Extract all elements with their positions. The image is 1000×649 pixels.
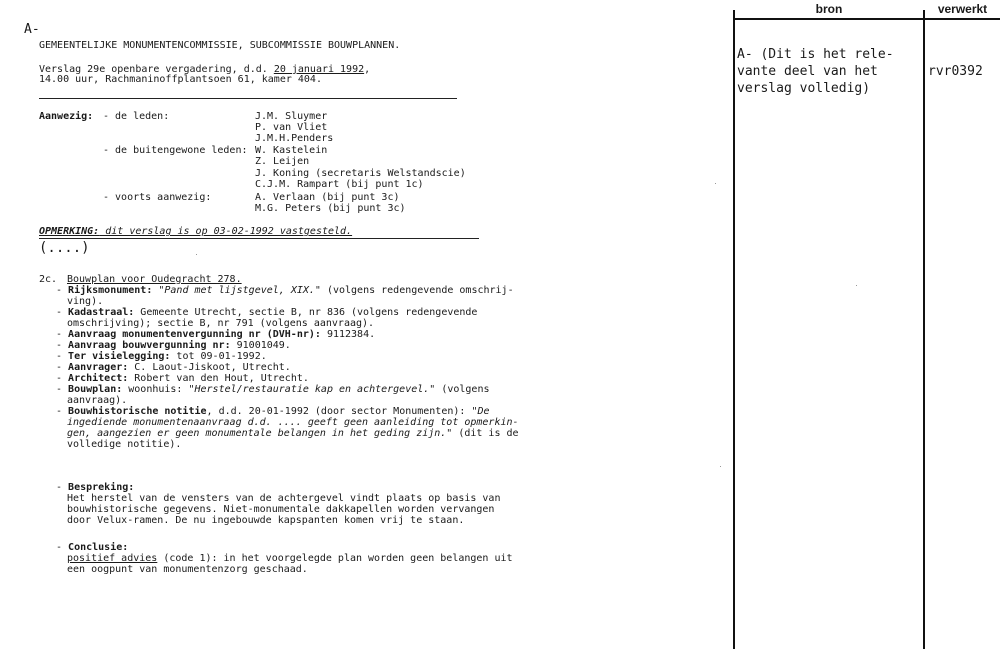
bullet-dash: -	[56, 373, 69, 384]
also-present-label: - voorts aanwezig:	[103, 192, 212, 203]
detail-value: 91001049.	[230, 340, 291, 351]
bron-note	[737, 29, 894, 97]
detail-label: Ter visielegging:	[68, 351, 171, 362]
detail-value: gen, aangezien er geen monumentale belangen in het geding zijn."	[67, 428, 453, 439]
attendee-name: J. Koning (secretaris Welstandscie)	[255, 168, 466, 179]
detail-item	[56, 351, 267, 362]
bron-line: verslag volledig)	[737, 81, 871, 96]
detail-continuation: aanvraag).	[67, 395, 128, 406]
attendee-name: Z. Leijen	[255, 156, 310, 167]
detail-value: 9112384.	[320, 329, 376, 340]
attendee-name: P. van Vliet	[255, 122, 328, 133]
detail-value: (dit is de	[452, 428, 519, 439]
attendee-name: C.J.M. Rampart (bij punt 1c)	[255, 179, 424, 190]
detail-item	[56, 329, 375, 340]
detail-value: (volgens redengevende omschrij-	[320, 285, 514, 296]
detail-item	[56, 362, 291, 373]
detail-label: Kadastraal:	[68, 307, 135, 318]
verwerkt-header: verwerkt	[937, 2, 988, 16]
detail-value: woonhuis:	[122, 384, 189, 395]
detail-value: , d.d. 20-01-1992 (door sector Monumenten):	[206, 406, 472, 417]
members-label: - de leden:	[103, 111, 170, 122]
bullet-dash: -	[56, 285, 69, 296]
detail-continuation	[67, 428, 519, 439]
discussion-label: Bespreking:	[68, 482, 135, 493]
detail-value: (volgens	[435, 384, 490, 395]
conclusion-line-2: een oogpunt van monumentenzorg geschaad.	[67, 564, 308, 575]
conclusion-rest: (code 1): in het voorgelegde plan worden geen belangen uit	[157, 553, 513, 564]
detail-item	[56, 406, 490, 417]
detail-label: Aanvraag bouwvergunning nr:	[68, 340, 231, 351]
item-number: 2c.	[39, 274, 58, 285]
detail-value: "Pand met lijstgevel, XIX."	[158, 285, 321, 296]
bullet-dash: -	[56, 351, 69, 362]
meeting-suffix: ,	[364, 64, 371, 75]
detail-item	[56, 373, 309, 384]
detail-label: Architect:	[68, 373, 129, 384]
discussion-line: door Velux-ramen. De nu ingebouwde kapspanten komen vrij te staan.	[67, 515, 465, 526]
bullet-dash: -	[56, 329, 69, 340]
detail-item	[56, 285, 514, 296]
detail-value: C. Laout-Jiskoot, Utrecht.	[128, 362, 291, 373]
conclusion-heading: - Conclusie:	[56, 542, 129, 553]
detail-value: Gemeente Utrecht, sectie B, nr 836 (volgens redengevende	[134, 307, 478, 318]
meeting-line-2: 14.00 uur, Rachmaninoffplantsoen 61, kamer 404.	[39, 74, 322, 85]
discussion-heading: - Bespreking:	[56, 482, 135, 493]
conclusion-label: Conclusie:	[68, 542, 129, 553]
detail-value: "Herstel/restauratie kap en achtergevel."	[188, 384, 436, 395]
attendee-name: A. Verlaan (bij punt 3c)	[255, 192, 400, 203]
detail-label: Aanvrager:	[68, 362, 129, 373]
scan-speck	[720, 466, 721, 467]
verwerkt-code: rvr0392	[928, 64, 983, 79]
detail-continuation: ving).	[67, 296, 104, 307]
meeting-date: 20 januari 1992	[273, 64, 365, 75]
section-marker: A-	[24, 22, 40, 37]
item-title: Bouwplan voor Oudegracht 278.	[67, 274, 242, 285]
attendee-name: M.G. Peters (bij punt 3c)	[255, 203, 406, 214]
discussion-line: bouwhistorische gegevens. Niet-monumentale dakkapellen worden vervangen	[67, 504, 495, 515]
attendee-name: J.M.H.Penders	[255, 133, 334, 144]
bullet-dash: -	[56, 384, 69, 395]
remark-label: OPMERKING:	[39, 226, 100, 237]
detail-item	[56, 384, 490, 395]
detail-item	[56, 307, 477, 318]
detail-label: Bouwhistorische notitie	[68, 406, 207, 417]
detail-value: Robert van den Hout, Utrecht.	[128, 373, 309, 384]
remark-rule	[39, 238, 479, 239]
attendee-name: J.M. Sluymer	[255, 111, 328, 122]
remark-text: dit verslag is op 03-02-1992 vastgesteld.	[99, 226, 353, 237]
column-divider	[923, 10, 925, 649]
remark-line	[39, 226, 352, 237]
conclusion-line-1	[67, 553, 513, 564]
detail-continuation: ingediende monumentenaanvraag d.d. .... geeft geen aanleiding tot opmerkin-	[67, 417, 519, 428]
scan-speck	[856, 285, 857, 286]
detail-value: "De	[471, 406, 490, 417]
detail-value: tot 09-01-1992.	[170, 351, 267, 362]
attendance-label: Aanwezig:	[39, 111, 94, 122]
ellipsis-mark: (....)	[39, 240, 90, 256]
detail-label: Rijksmonument:	[68, 285, 153, 296]
bullet-dash: -	[56, 307, 69, 318]
discussion-line: Het herstel van de vensters van de achtergevel vindt plaats op basis van	[67, 493, 501, 504]
detail-continuation: omschrijving); sectie B, nr 791 (volgens aanvraag).	[67, 318, 375, 329]
scan-speck	[715, 183, 716, 184]
separator-rule	[39, 98, 457, 99]
attendee-name: W. Kastelein	[255, 145, 328, 156]
scan-speck	[196, 254, 197, 255]
document-heading: GEMEENTELIJKE MONUMENTENCOMMISSIE, SUBCOMMISSIE BOUWPLANNEN.	[39, 40, 401, 51]
detail-label: Bouwplan:	[68, 384, 123, 395]
header-underline	[733, 18, 1000, 20]
bron-header: bron	[815, 2, 843, 16]
bullet-dash: -	[56, 340, 69, 351]
detail-item	[56, 340, 291, 351]
bron-line: A- (Dit is het rele-	[737, 47, 894, 62]
bullet-dash: -	[56, 362, 69, 373]
detail-label: Aanvraag monumentenvergunning nr (DVH-nr):	[68, 329, 321, 340]
bron-line: vante deel van het	[737, 64, 878, 79]
bron-column-left-border	[733, 10, 735, 649]
bullet-dash: -	[56, 406, 69, 417]
detail-continuation: volledige notitie).	[67, 439, 182, 450]
meeting-prefix: Verslag 29e openbare vergadering, d.d.	[39, 64, 274, 75]
conclusion-advice: positief advies	[67, 553, 158, 564]
extraordinary-members-label: - de buitengewone leden:	[103, 145, 248, 156]
